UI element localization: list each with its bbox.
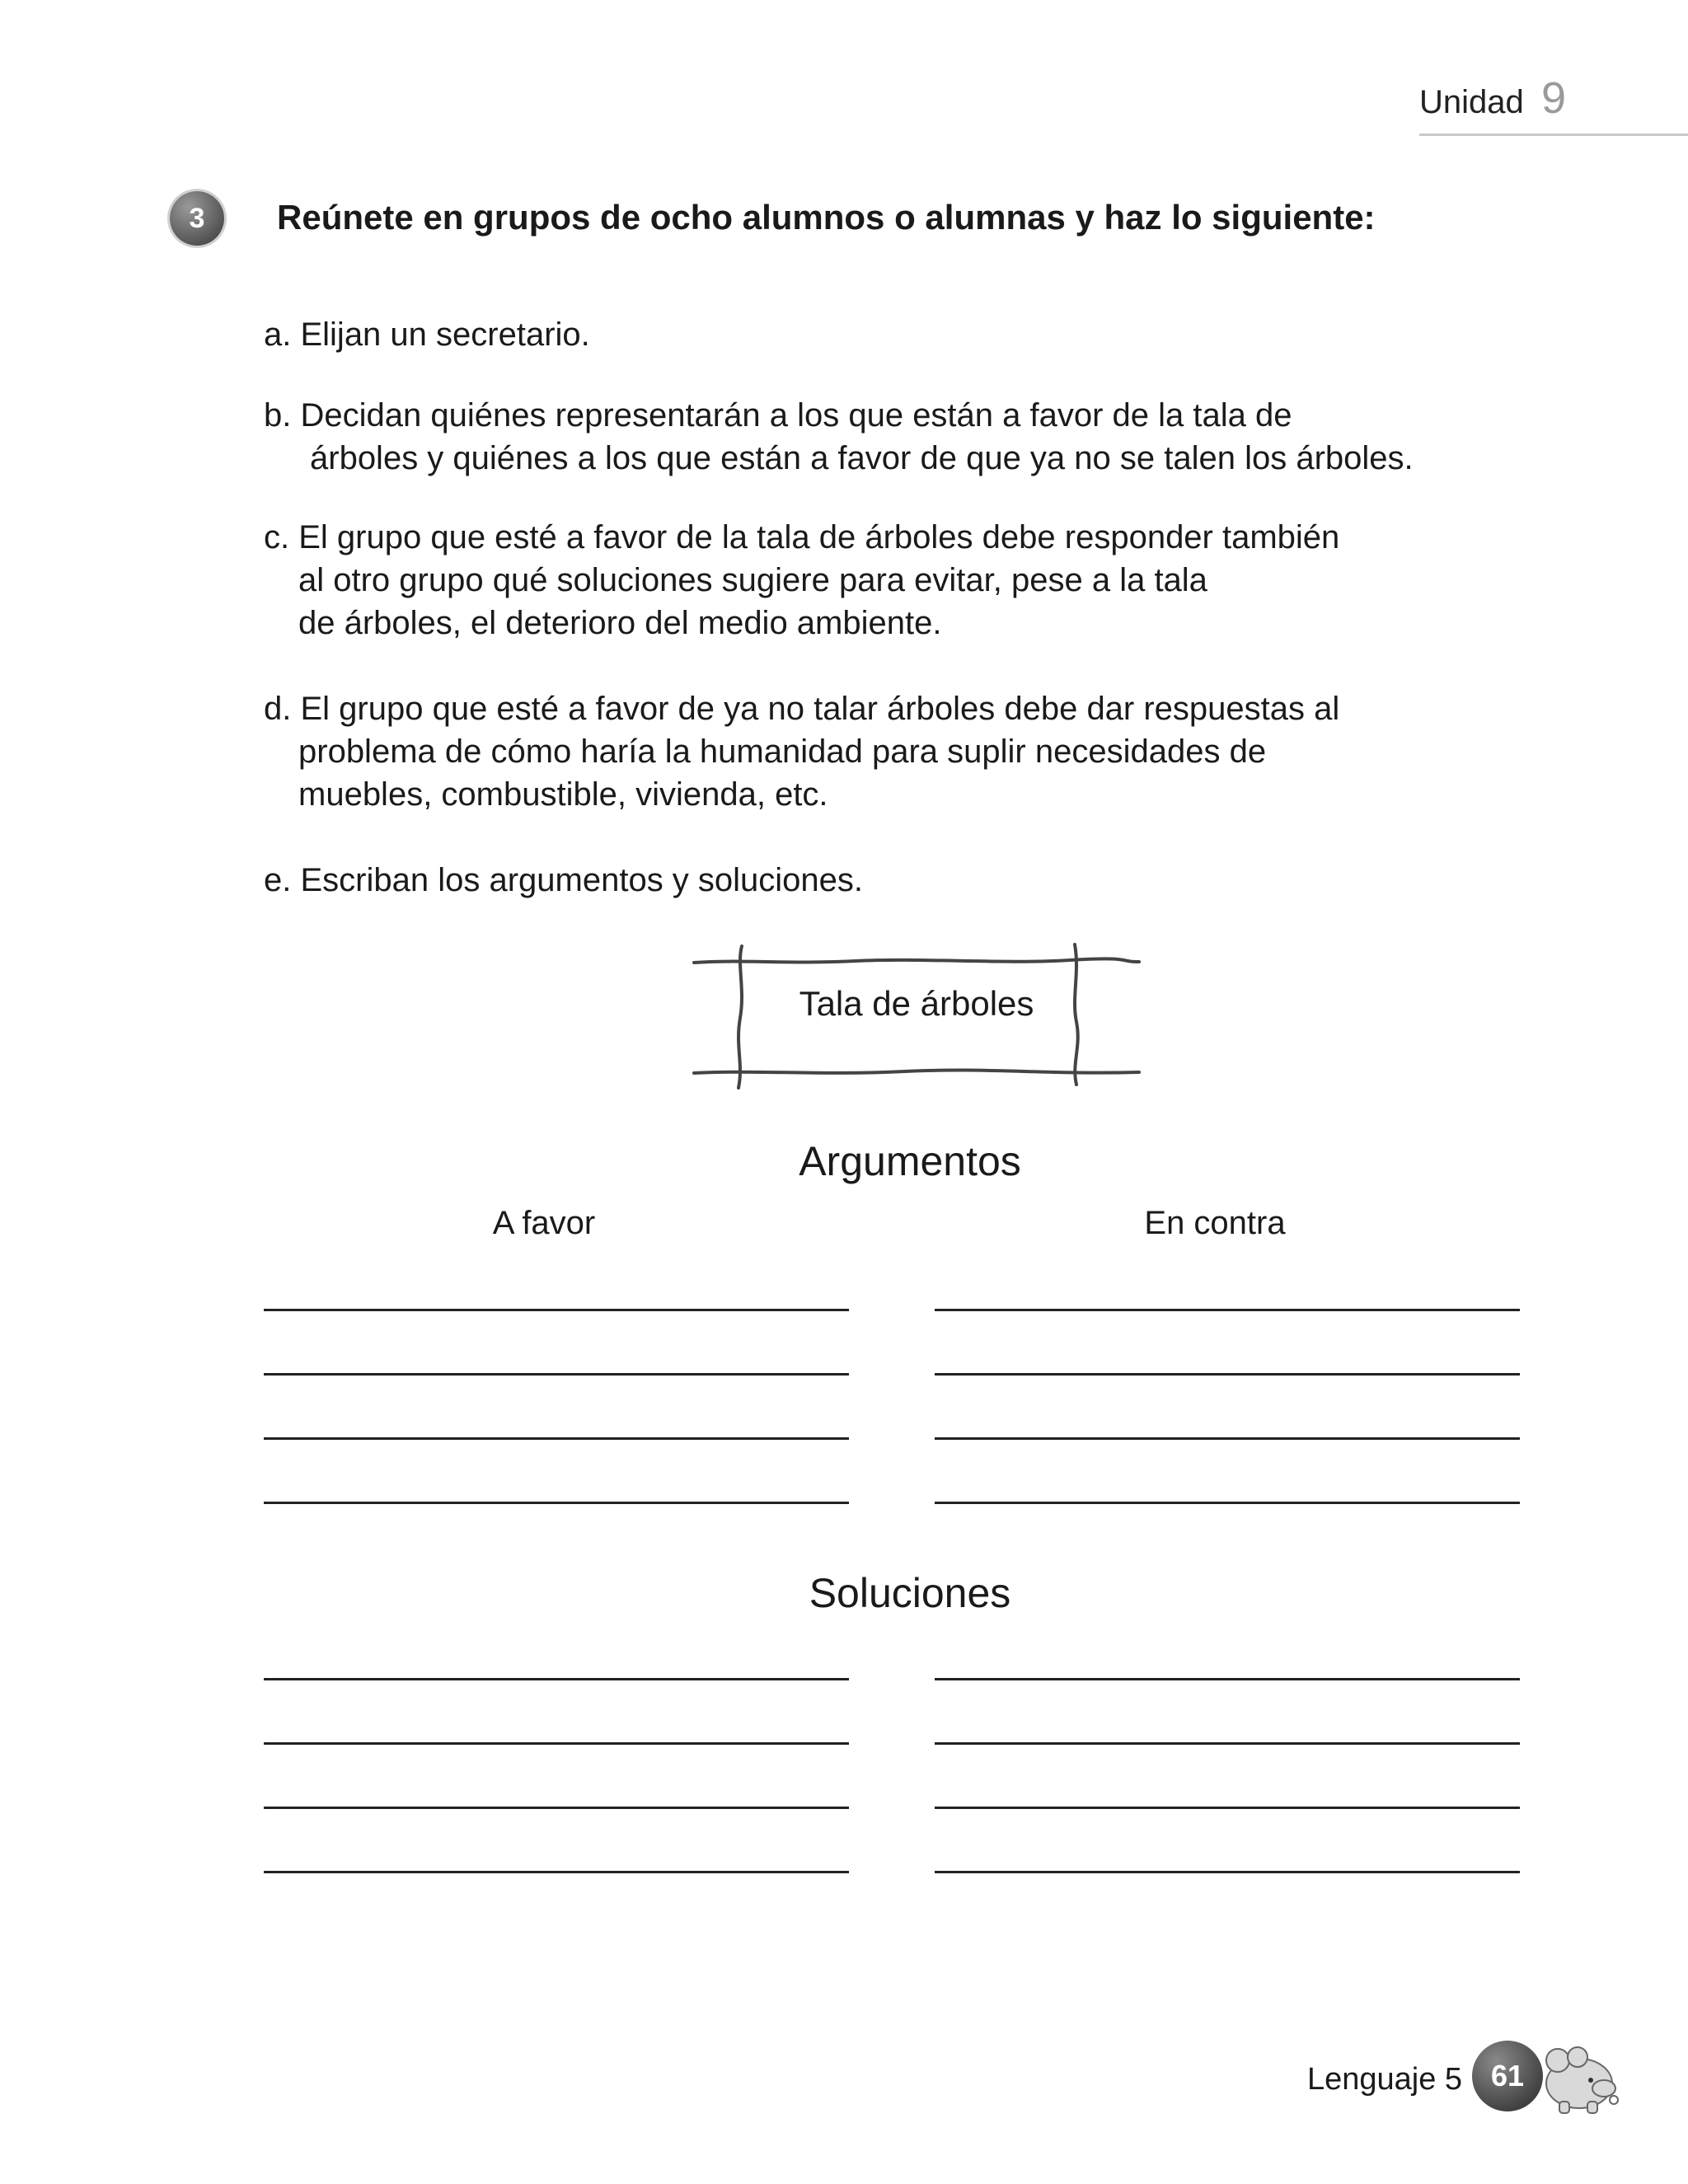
- item-b: [264, 394, 1414, 480]
- soluciones-left-line-4[interactable]: [264, 1871, 849, 1873]
- column-a-favor: A favor: [492, 1205, 596, 1241]
- unit-header: [1419, 73, 1688, 136]
- item-b-line-2: árboles y quiénes a los que están a favor de que ya no se talen los árboles.: [310, 440, 1414, 476]
- topic-frame: [691, 940, 1142, 1093]
- argumentos-en-contra-line-2[interactable]: [935, 1373, 1520, 1376]
- item-b-line-1: b. Decidan quiénes representarán a los que están a favor de la tala de: [264, 397, 1292, 434]
- soluciones-right-line-2[interactable]: [935, 1742, 1520, 1745]
- page-number-badge: 61: [1472, 2041, 1543, 2111]
- activity-instruction: Reúnete en grupos de ocho alumnos o alumnas y haz lo siguiente:: [277, 198, 1376, 237]
- item-e-text: e. Escriban los argumentos y soluciones.: [264, 862, 864, 898]
- item-d-line-3: muebles, combustible, vivienda, etc.: [298, 776, 828, 813]
- argumentos-a-favor-line-1[interactable]: [264, 1309, 849, 1311]
- soluciones-left-line-1[interactable]: [264, 1678, 849, 1680]
- footer-book-title: Lenguaje 5: [1307, 2062, 1463, 2097]
- argumentos-a-favor-line-4[interactable]: [264, 1502, 849, 1504]
- section-soluciones-title: Soluciones: [809, 1570, 1011, 1616]
- argumentos-en-contra-line-3[interactable]: [935, 1437, 1520, 1440]
- item-a: [264, 313, 590, 356]
- unit-number: 9: [1541, 73, 1567, 123]
- item-e: [264, 859, 863, 902]
- item-c-line-1: c. El grupo que esté a favor de la tala de árboles debe responder también: [264, 519, 1340, 555]
- item-d-line-2: problema de cómo haría la humanidad para suplir necesidades de: [298, 733, 1267, 770]
- soluciones-left-line-3[interactable]: [264, 1807, 849, 1809]
- soluciones-right-line-3[interactable]: [935, 1807, 1520, 1809]
- argumentos-a-favor-line-3[interactable]: [264, 1437, 849, 1440]
- item-c: [264, 516, 1339, 644]
- item-a-text: a. Elijan un secretario.: [264, 316, 590, 353]
- section-argumentos-title: Argumentos: [799, 1138, 1021, 1184]
- unit-label: Unidad: [1419, 84, 1524, 120]
- soluciones-left-line-2[interactable]: [264, 1742, 849, 1745]
- topic-title: Tala de árboles: [799, 984, 1034, 1023]
- activity-number-badge: 3: [170, 191, 224, 246]
- argumentos-en-contra-line-1[interactable]: [935, 1309, 1520, 1311]
- argumentos-en-contra-line-4[interactable]: [935, 1502, 1520, 1504]
- soluciones-right-line-1[interactable]: [935, 1678, 1520, 1680]
- item-d-line-1: d. El grupo que esté a favor de ya no talar árboles debe dar respuestas al: [264, 691, 1340, 727]
- soluciones-right-line-4[interactable]: [935, 1871, 1520, 1873]
- item-c-line-2: al otro grupo qué soluciones sugiere para evitar, pese a la tala: [298, 562, 1207, 598]
- column-en-contra: En contra: [1144, 1205, 1286, 1241]
- argumentos-a-favor-line-2[interactable]: [264, 1373, 849, 1376]
- item-c-line-3: de árboles, el deterioro del medio ambiente.: [298, 605, 942, 641]
- item-d: [264, 687, 1339, 816]
